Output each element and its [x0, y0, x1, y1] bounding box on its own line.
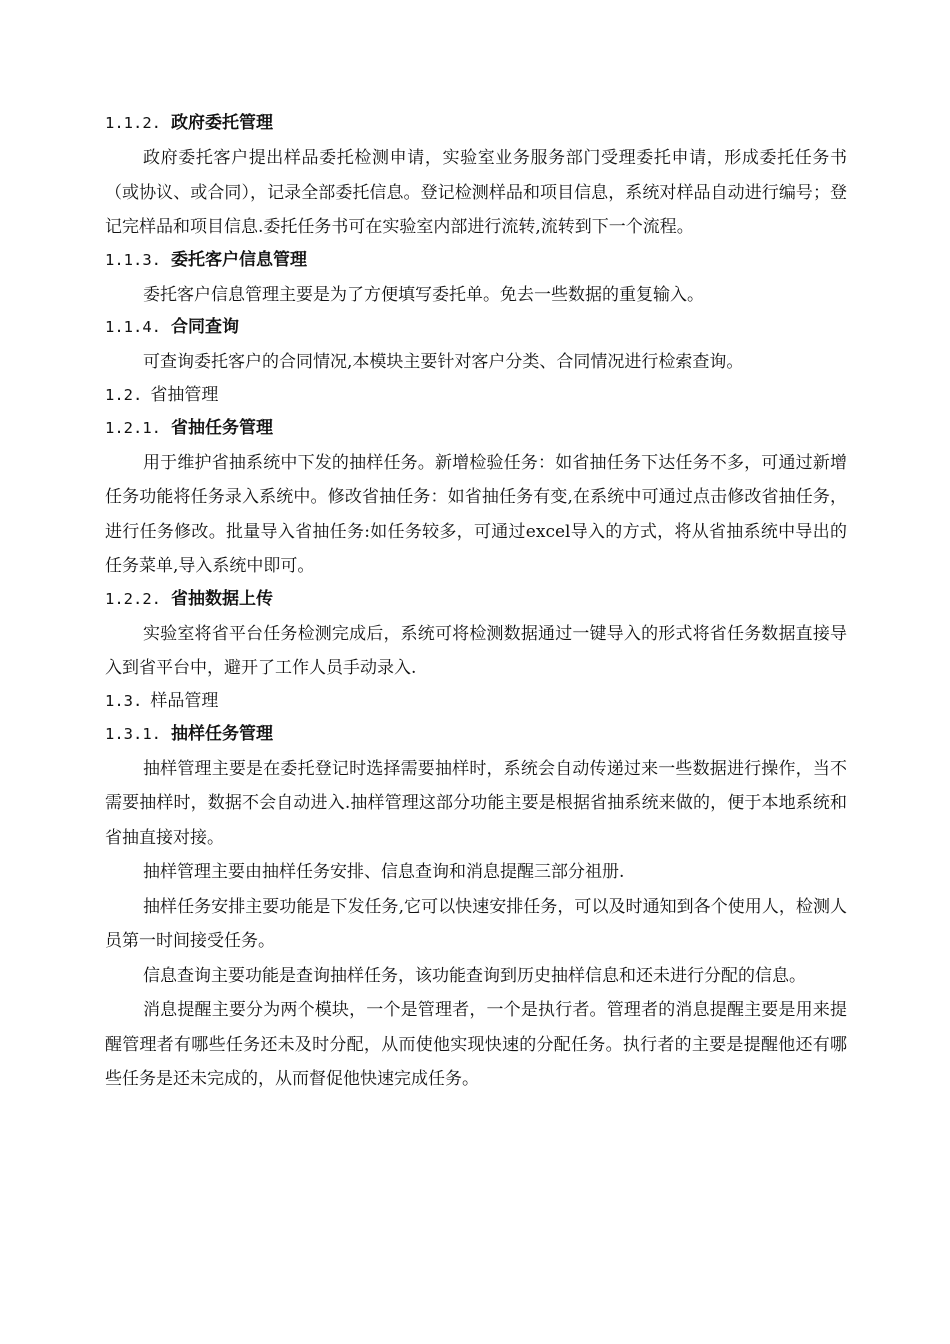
paragraph: 政府委托客户提出样品委托检测申请，实验室业务服务部门受理委托申请，形成委托任务书（或协议、或合同），记录全部委托信息。登记检测样品和项目信息，系统对样品自动进行编号；登记完样品和项目信息.委托任务书可在实验室内部进行流转,流转到下一个流程。: [105, 148, 847, 237]
section-title: 省抽任务管理: [171, 417, 273, 438]
paragraph: 抽样管理主要由抽样任务安排、信息查询和消息提醒三部分祖册.: [143, 862, 625, 882]
paragraph: 抽样任务安排主要功能是下发任务,它可以快速安排任务，可以及时通知到各个使用人，检测人员第一时间接受任务。: [105, 896, 847, 951]
section-heading: [105, 108, 847, 141]
section-number: 1.2.2.: [105, 589, 161, 608]
paragraph: 抽样管理主要是在委托登记时选择需要抽样时，系统会自动传递过来一些数据进行操作，当不需要抽样时，数据不会自动进入.抽样管理这部分功能主要是根据省抽系统来做的，便于本地系统和省抽直接对接。: [105, 758, 847, 848]
section-title: 合同查询: [171, 317, 239, 337]
paragraph: 可查询委托客户的合同情况,本模块主要针对客户分类、合同情况进行检索查询。: [143, 352, 744, 372]
section-number: 1.1.4.: [105, 318, 161, 336]
paragraph: 用于维护省抽系统中下发的抽样任务。新增检验任务：如省抽任务下达任务不多，可通过新增任务功能将任务录入系统中。修改省抽任务：如省抽任务有变,在系统中可通过点击修改省抽任务，进行任务修改。批量导入省抽任务:如任务较多，可通过excel导入的方式，将从省抽系统中导出的任务菜单,导入系统中即可。: [105, 452, 847, 576]
section-number: 1.1.3.: [105, 250, 161, 269]
section-heading: [105, 686, 847, 719]
section-title: 省抽管理: [150, 384, 219, 405]
section-number: 1.1.2.: [105, 114, 161, 132]
section-heading: [105, 584, 847, 617]
section-heading: [105, 380, 847, 413]
paragraph: 委托客户信息管理主要是为了方便填写委托单。免去一些数据的重复输入。: [143, 284, 704, 305]
section-number: 1.3.1.: [105, 724, 161, 743]
section-number: 1.2.: [105, 385, 143, 404]
section-title: 委托客户信息管理: [171, 249, 307, 270]
section-title: 政府委托管理: [171, 113, 273, 133]
section-title: 省抽数据上传: [171, 588, 273, 609]
paragraph: 消息提醒主要分为两个模块，一个是管理者，一个是执行者。管理者的消息提醒主要是用来提醒管理者有哪些任务还未及时分配，从而使他实现快速的分配任务。执行者的主要是提醒他还有哪些任务是还未完成的，从而督促他快速完成任务。: [105, 1000, 847, 1089]
section-number: 1.3.: [105, 691, 143, 710]
paragraph: 实验室将省平台任务检测完成后，系统可将检测数据通过一键导入的形式将省任务数据直接导入到省平台中，避开了工作人员手动录入.: [105, 623, 847, 678]
section-title: 抽样任务管理: [171, 723, 273, 744]
section-heading: [105, 719, 847, 752]
section-number: 1.2.1.: [105, 418, 161, 437]
document-body: [105, 108, 847, 1097]
section-title: 样品管理: [150, 690, 219, 711]
section-heading: [105, 312, 847, 345]
section-heading: [105, 413, 847, 446]
paragraph: 信息查询主要功能是查询抽样任务，该功能查询到历史抽样信息和还未进行分配的信息。: [143, 965, 806, 986]
section-heading: [105, 245, 847, 278]
